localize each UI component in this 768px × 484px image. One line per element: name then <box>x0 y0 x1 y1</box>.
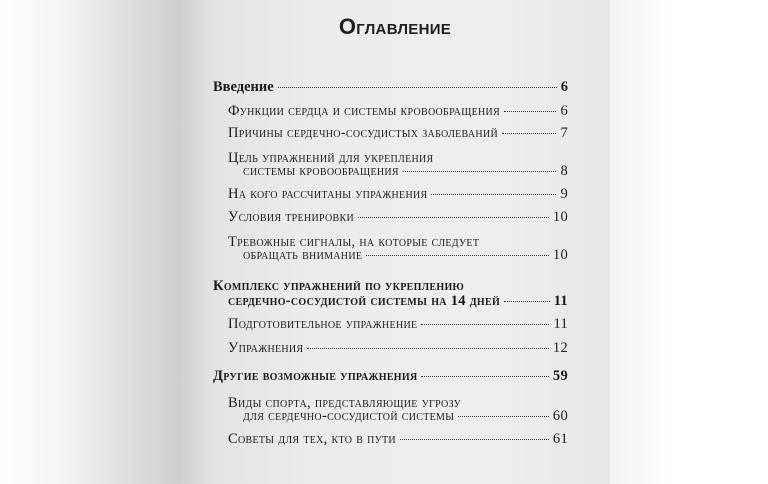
toc-page-number: 11 <box>553 293 568 309</box>
toc-entry-line1: Цель упражнений для укрепления <box>228 150 434 166</box>
page-title: Оглавление <box>338 14 452 39</box>
toc-entry[interactable] <box>228 102 568 120</box>
leader-dots <box>431 194 556 195</box>
toc-page-number: 12 <box>552 340 568 356</box>
toc-entry-label: Введение <box>213 79 274 95</box>
toc-page-number: 60 <box>552 408 568 424</box>
toc-entry-line2-row <box>228 292 568 310</box>
toc-page-number: 9 <box>560 186 568 202</box>
toc-page-number: 10 <box>552 209 568 225</box>
leader-dots <box>421 376 548 377</box>
leader-dots <box>504 111 556 112</box>
toc-entry-line2-row <box>243 162 568 180</box>
toc-page-number: 7 <box>560 125 568 141</box>
toc-page-number: 10 <box>552 247 568 263</box>
toc-entry[interactable] <box>228 208 568 226</box>
toc-entry-line2-row <box>243 407 568 425</box>
toc-entry[interactable] <box>228 185 568 203</box>
toc-entry-line1: Виды спорта, представляющие угрозу <box>228 395 462 411</box>
toc-page-number: 6 <box>560 79 568 95</box>
toc-entry-line1: Тревожные сигналы, на которые следует <box>228 234 480 250</box>
toc-entry-label: сердечно-сосудистой системы на 14 дней <box>228 293 501 309</box>
toc-entry-label: обращать внимание <box>243 247 363 263</box>
toc-entry[interactable] <box>228 315 568 333</box>
toc-page-number: 59 <box>552 368 568 384</box>
toc-entry[interactable] <box>228 430 568 448</box>
leader-dots <box>358 217 549 218</box>
leader-dots <box>307 348 548 349</box>
leader-dots <box>502 133 556 134</box>
toc-entry-label: Причины сердечно-сосудистых заболеваний <box>228 125 498 141</box>
toc-page-number: 8 <box>560 163 568 179</box>
toc-entry[interactable] <box>228 339 568 357</box>
toc-entry-label: Условия тренировки <box>228 209 354 225</box>
toc-entry-label: Функции сердца и системы кровообращения <box>228 103 501 119</box>
toc-entry-other-exercises[interactable] <box>213 367 568 385</box>
toc-entry-label: системы кровообращения <box>243 163 399 179</box>
toc-page-number: 6 <box>560 103 568 119</box>
toc-entry-introduction[interactable] <box>213 78 568 96</box>
leader-dots <box>458 416 549 417</box>
toc-page-number: 61 <box>552 431 568 447</box>
toc-entry-label: На кого рассчитаны упражнения <box>228 186 428 202</box>
leader-dots <box>421 324 549 325</box>
toc-entry-label: Другие возможные упражнения <box>213 368 418 384</box>
leader-dots <box>400 439 549 440</box>
toc-entry-label: для сердечно-сосудистой системы <box>243 408 455 424</box>
leader-dots <box>278 87 557 88</box>
toc-entry-line2-row <box>243 246 568 264</box>
toc-entry-label: Советы для тех, кто в пути <box>228 431 396 447</box>
toc-entry-line1: Комплекс упражнений по укреплению <box>213 278 465 294</box>
leader-dots <box>366 255 549 256</box>
toc-entry-label: Упражнения <box>228 340 304 356</box>
leader-dots <box>504 301 550 302</box>
toc-entry[interactable] <box>228 124 568 142</box>
leader-dots <box>403 171 557 172</box>
toc-entry-label: Подготовительное упражнение <box>228 316 418 332</box>
toc-page-number: 11 <box>553 316 568 332</box>
